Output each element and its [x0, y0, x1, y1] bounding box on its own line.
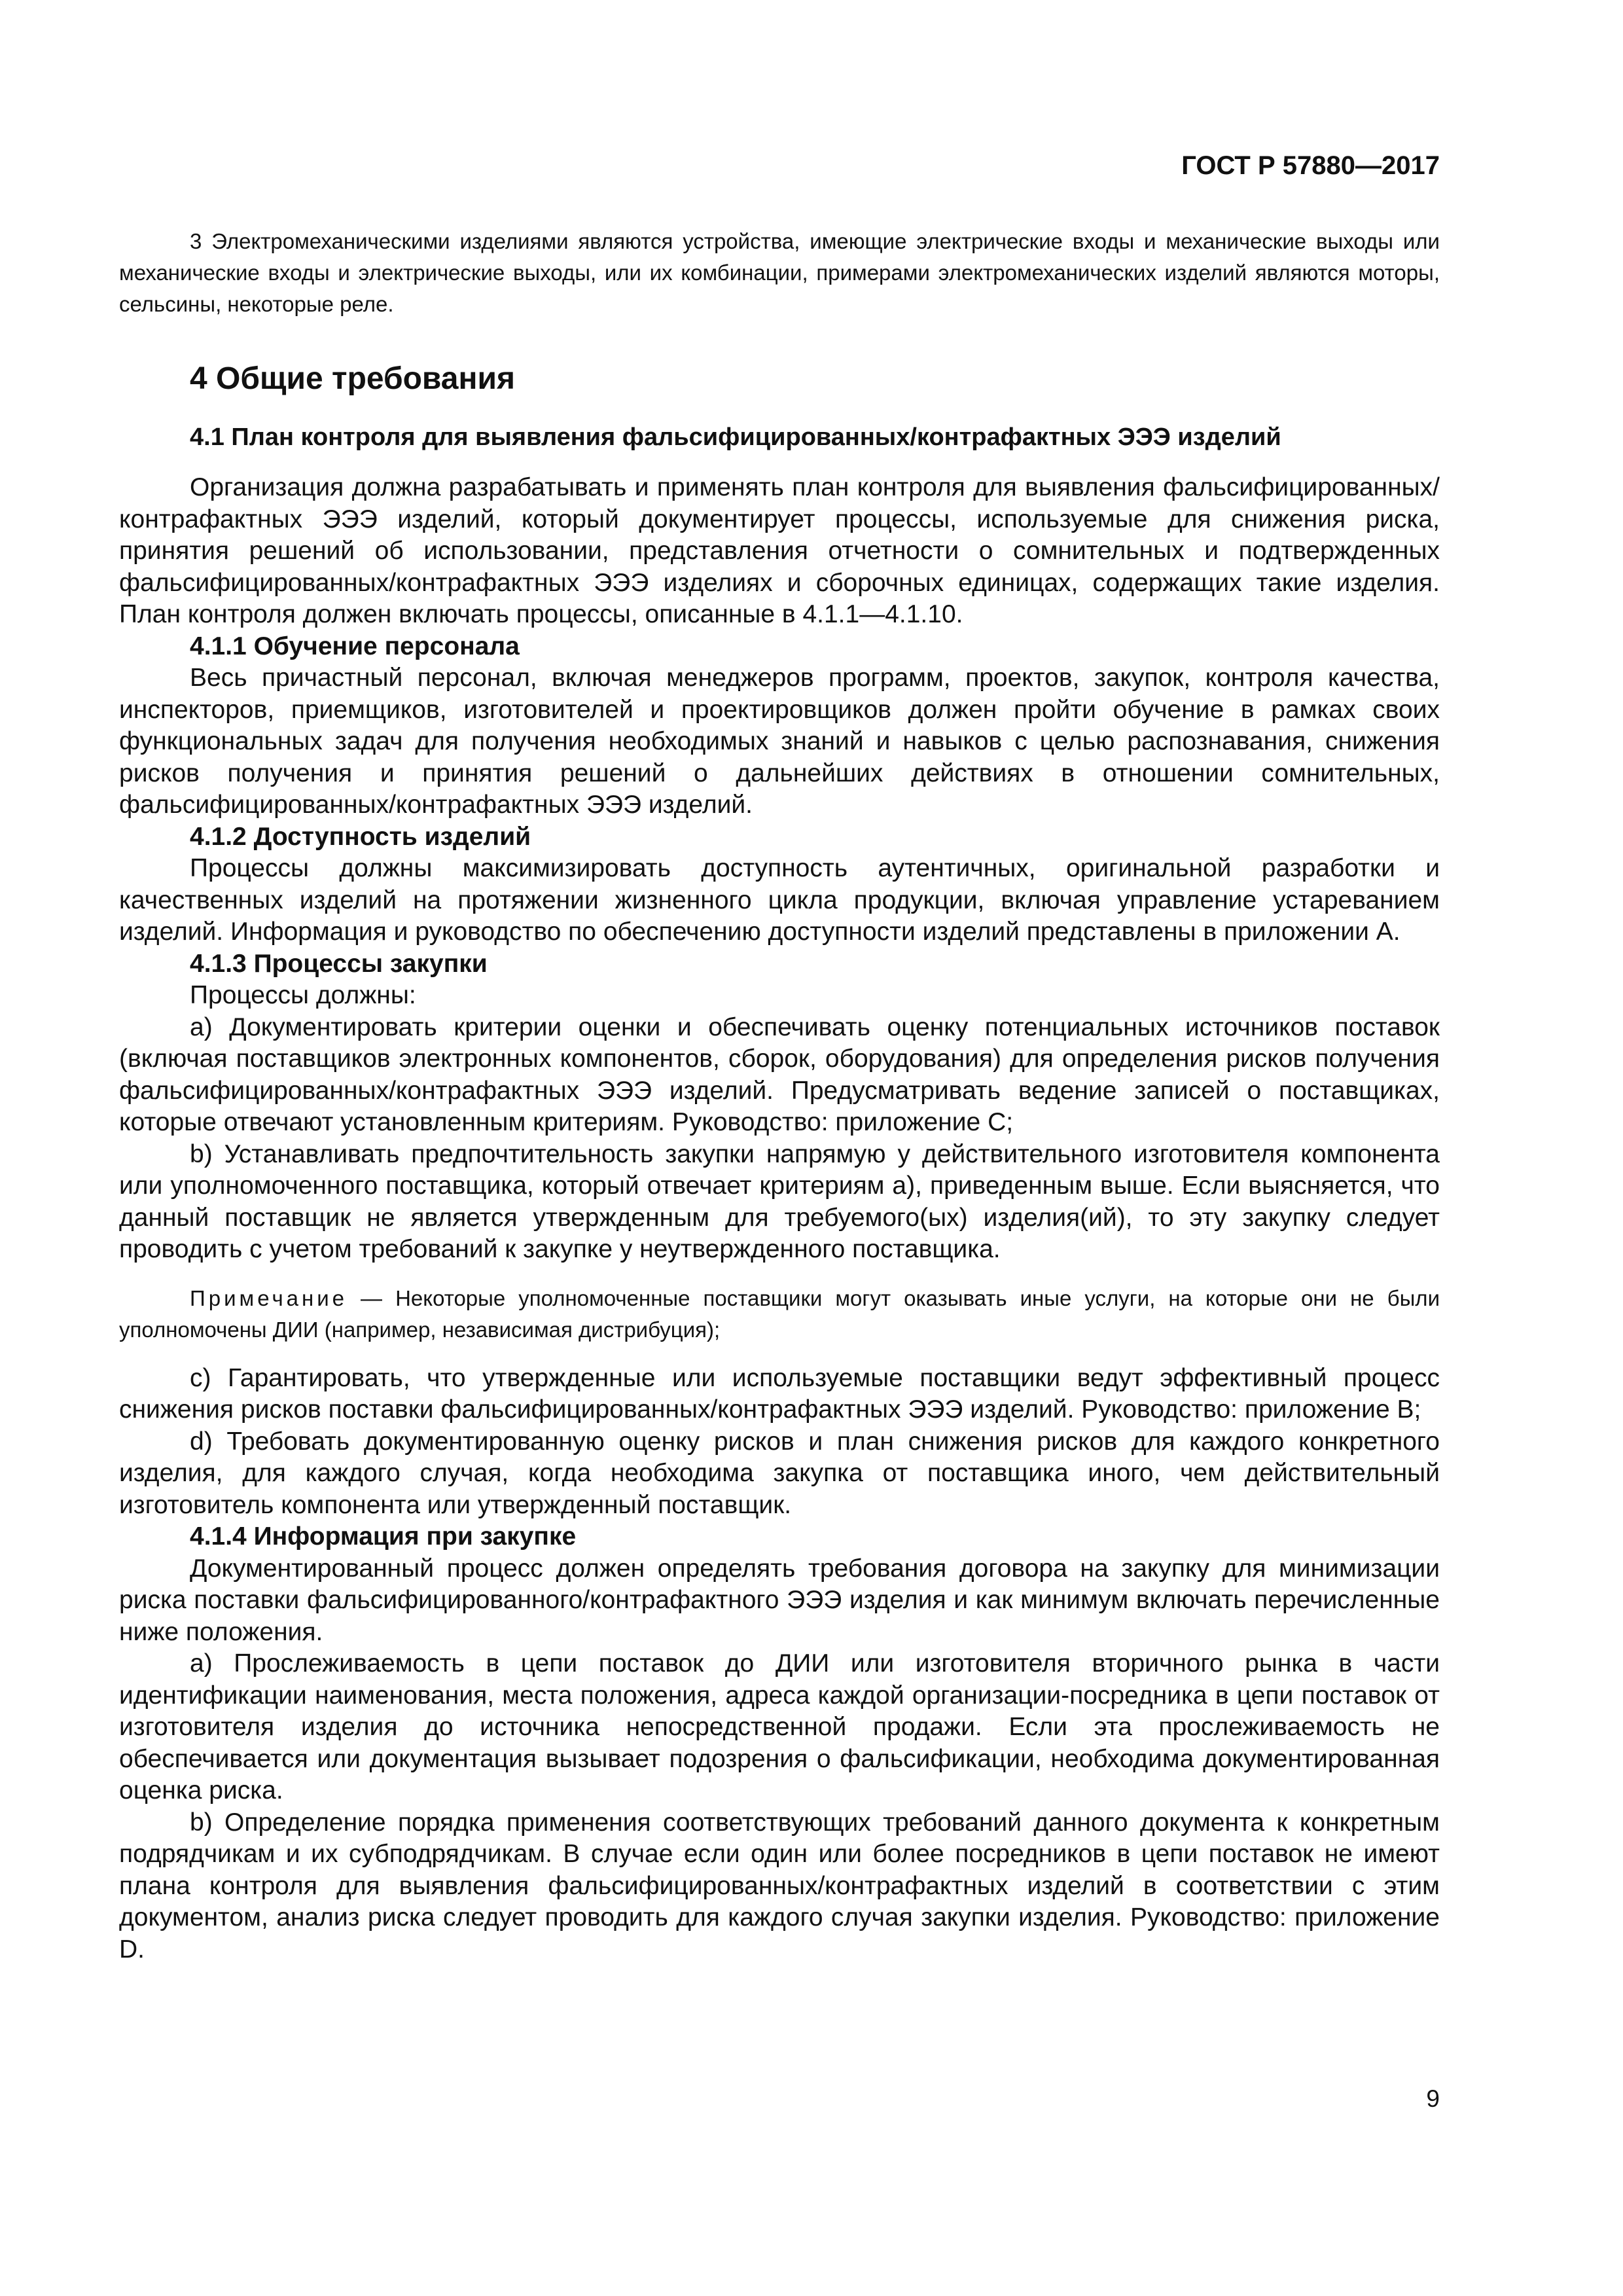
section-4-title: 4 Общие требования — [190, 361, 515, 396]
section-4-1-1-paragraph: Весь причастный персонал, включая менеджеров программ, проектов, закупок, контроля качества, инспекторов, приемщиков, изготовителей и проектировщиков должен пройти обучение в рамках своих функциональных задач для получения необходимых знаний и навыков с целью распознавания, снижения рисков получения и принятия решений о дальнейших действиях в отношении сомнительных, фальсифицированных/контрафактных ЭЭЭ изделий. — [119, 664, 1440, 819]
section-4-1-3-note — [119, 1283, 1440, 1346]
note-3: 3 Электромеханическими изделиями являются устройства, имеющие электрические входы и механические выходы или механические входы и электрические выходы, или их комбинации, примерами электромеханических изделий являются моторы, сельсины, некоторые реле. — [119, 229, 1440, 316]
section-4-1-3-item-c: с) Гарантировать, что утвержденные или используемые поставщики ведут эффективный процесс снижения рисков поставки фальсифицированных/контрафактных ЭЭЭ изделий. Руководство: приложение В; — [119, 1363, 1440, 1424]
section-4-1-3-title: 4.1.3 Процессы закупки — [190, 949, 488, 978]
section-4-1-title: 4.1 План контроля для выявления фальсифицированных/контрафактных ЭЭЭ изделий — [190, 423, 1281, 451]
section-4-1-4-item-b: b) Определение порядка применения соответствующих требований данного документа к конкретным подрядчикам и их субподрядчикам. В случае если один или более посредников в цепи поставок не имеют плана контроля для выявления фальсифицированных/контрафактных изделий в соответствии с этим документом, анализ риска следует проводить для каждого случая закупки изделия. Руководство: приложение D. — [119, 1808, 1440, 1964]
section-4-1-4-item-a: а) Прослеживаемость в цепи поставок до ДИИ или изготовителя вторичного рынка в части идентификации наименования, места положения, адреса каждой организации-посредника в цепи поставок от изготовителя изделия до источника непосредственной продажи. Если эта прослеживаемость не обеспечивается или документация вызывает подозрения о фальсификации, необходима документированная оценка риска. — [119, 1649, 1440, 1804]
section-4-1-3-item-b: b) Устанавливать предпочтительность закупки напрямую у действительного изготовителя компонента или уполномоченного поставщика, который отвечает критериям а), приведенным выше. Если выясняется, что данный поставщик не является утвержденным для требуемого(ых) изделия(ий), то эту закупку следует проводить с учетом требований к закупке у неутвержденного поставщика. — [119, 1139, 1440, 1263]
section-4-1-2-paragraph: Процессы должны максимизировать доступность аутентичных, оригинальной разработки и качественных изделий на протяжении жизненного цикла продукции, включая управление устареванием изделий. Информация и руководство по обеспечению доступности изделий представлены в приложении А. — [119, 854, 1440, 946]
page-body — [119, 226, 1440, 1965]
section-4-1-1-title: 4.1.1 Обучение персонала — [190, 632, 520, 660]
note-text: — Некоторые уполномоченные поставщики могут оказывать иные услуги, на которые они не были уполномочены ДИИ (например, независимая дистрибуция); — [119, 1285, 1440, 1342]
section-4-1-3-item-d: d) Требовать документированную оценку рисков и план снижения рисков для каждого конкретного изделия, для каждого случая, когда необходима закупка от поставщика иного, чем действительный изготовитель компонента или утвержденный поставщик. — [119, 1427, 1440, 1519]
section-4-1-4-paragraph: Документированный процесс должен определять требования договора на закупку для минимизации риска поставки фальсифицированного/контрафактного ЭЭЭ изделия и как минимум включать перечисленные ниже положения. — [119, 1554, 1440, 1646]
page-number: 9 — [1426, 2085, 1440, 2112]
document-code: ГОСТ Р 57880—2017 — [1181, 151, 1440, 180]
section-4-1-4-title: 4.1.4 Информация при закупке — [190, 1522, 577, 1551]
note-label: Примечание — [190, 1285, 348, 1310]
section-4-1-paragraph: Организация должна разрабатывать и применять план контроля для выявления фальсифицированных/контрафактных ЭЭЭ изделий, который документирует процессы, используемые для снижения риска, принятия решений об использовании, представления отчетности о сомнительных и подтвержденных фальсифицированных/контрафактных ЭЭЭ изделиях и сборочных единицах, содержащих такие изделия. План контроля должен включать процессы, описанные в 4.1.1—4.1.10. — [119, 473, 1440, 628]
section-4-1-3-intro: Процессы должны: — [190, 981, 416, 1009]
section-4-1-3-item-a: а) Документировать критерии оценки и обеспечивать оценку потенциальных источников поставок (включая поставщиков электронных компонентов, сборок, оборудования) для определения рисков получения фальсифицированных/контрафактных ЭЭЭ изделий. Предусматривать ведение записей о поставщиках, которые отвечают установленным критериям. Руководство: приложение С; — [119, 1013, 1440, 1136]
section-4-1-2-title: 4.1.2 Доступность изделий — [190, 822, 531, 851]
